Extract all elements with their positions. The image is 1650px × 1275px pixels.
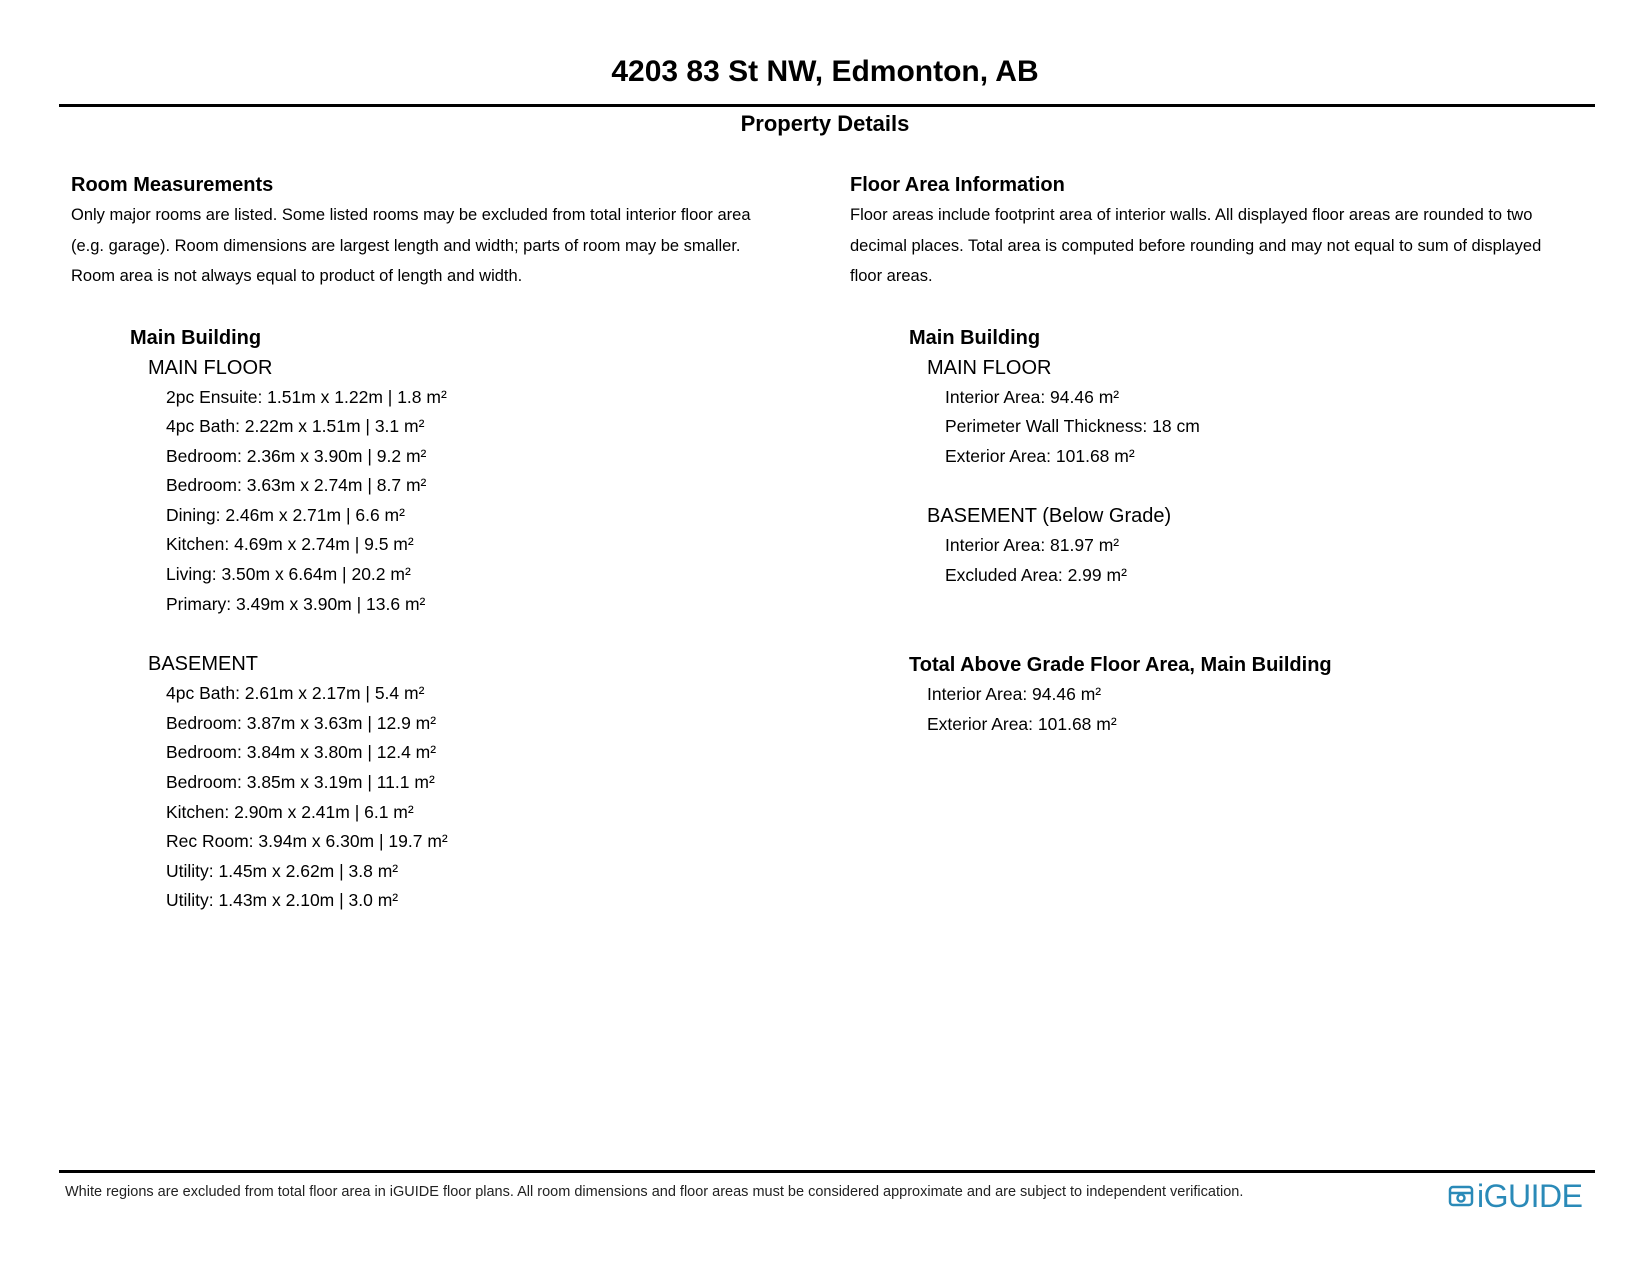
- floor-label-basement: BASEMENT (Below Grade): [927, 505, 1172, 528]
- list-item: Perimeter Wall Thickness: 18 cm: [945, 416, 1200, 437]
- floor-area-description: [850, 200, 1610, 292]
- list-item: Kitchen: 4.69m x 2.74m | 9.5 m²: [166, 534, 414, 555]
- list-item: Interior Area: 94.46 m²: [945, 386, 1120, 407]
- list-item: Bedroom: 3.84m x 3.80m | 12.4 m²: [166, 742, 437, 763]
- floor-label-main: MAIN FLOOR: [148, 356, 273, 379]
- list-item: Exterior Area: 101.68 m²: [927, 714, 1117, 735]
- list-item: Rec Room: 3.94m x 6.30m | 19.7 m²: [166, 831, 448, 852]
- list-item: Bedroom: 3.87m x 3.63m | 12.9 m²: [166, 712, 437, 733]
- list-item: Primary: 3.49m x 3.90m | 13.6 m²: [166, 593, 426, 614]
- list-item: Interior Area: 81.97 m²: [945, 535, 1120, 556]
- top-divider: [59, 104, 1595, 107]
- bottom-divider: [59, 1170, 1595, 1173]
- list-item: 4pc Bath: 2.22m x 1.51m | 3.1 m²: [166, 416, 425, 437]
- building-heading: Main Building: [130, 326, 262, 349]
- logo-text: iGUIDE: [1477, 1178, 1583, 1214]
- footer-note: White regions are excluded from total floor area in iGUIDE floor plans. All room dimensions and floor areas must be considered approximate and are subject to independent verification.: [65, 1184, 1244, 1200]
- floor-label-main: MAIN FLOOR: [927, 356, 1052, 379]
- page-subtitle: Property Details: [740, 111, 910, 136]
- description-line: Room area is not always equal to product of length and width.: [71, 267, 523, 285]
- room-measurements-heading: Room Measurements: [71, 174, 274, 196]
- description-line: Floor areas include footprint area of interior walls. All displayed floor areas are rounded to two: [850, 206, 1533, 224]
- description-line: Only major rooms are listed. Some listed rooms may be excluded from total interior floor area: [71, 206, 751, 224]
- description-line: (e.g. garage). Room dimensions are largest length and width; parts of room may be smaller.: [71, 236, 741, 255]
- total-area-heading: Total Above Grade Floor Area, Main Building: [909, 654, 1332, 677]
- list-item: Dining: 2.46m x 2.71m | 6.6 m²: [166, 504, 405, 525]
- description-line: floor areas.: [850, 267, 933, 285]
- list-item: Exterior Area: 101.68 m²: [945, 445, 1135, 466]
- list-item: 4pc Bath: 2.61m x 2.17m | 5.4 m²: [166, 683, 425, 704]
- floor-area-heading: Floor Area Information: [850, 174, 1065, 196]
- list-item: Bedroom: 3.85m x 3.19m | 11.1 m²: [166, 772, 435, 793]
- list-item: Kitchen: 2.90m x 2.41m | 6.1 m²: [166, 801, 414, 822]
- floor-label-basement: BASEMENT: [148, 653, 259, 676]
- room-measurements-description: [71, 200, 821, 292]
- list-item: Bedroom: 3.63m x 2.74m | 8.7 m²: [166, 475, 427, 496]
- list-item: 2pc Ensuite: 1.51m x 1.22m | 1.8 m²: [166, 386, 447, 407]
- floor-area-list: [909, 323, 1610, 740]
- list-item: Utility: 1.45m x 2.62m | 3.8 m²: [166, 860, 399, 881]
- floor-area-section: [850, 172, 1610, 740]
- building-heading: Main Building: [909, 326, 1041, 349]
- list-item: Interior Area: 94.46 m²: [927, 684, 1102, 705]
- room-measurements-section: [71, 172, 821, 916]
- room-list: [130, 323, 821, 917]
- list-item: Living: 3.50m x 6.64m | 20.2 m²: [166, 564, 411, 585]
- list-item: Excluded Area: 2.99 m²: [945, 564, 1127, 585]
- camera-icon: [1448, 1183, 1474, 1209]
- page-title: 4203 83 St NW, Edmonton, AB: [611, 55, 1039, 88]
- list-item: Bedroom: 2.36m x 3.90m | 9.2 m²: [166, 445, 427, 466]
- list-item: Utility: 1.43m x 2.10m | 3.0 m²: [166, 890, 399, 911]
- description-line: decimal places. Total area is computed before rounding and may not equal to sum of displayed: [850, 236, 1542, 255]
- iguide-logo: [1448, 1178, 1582, 1214]
